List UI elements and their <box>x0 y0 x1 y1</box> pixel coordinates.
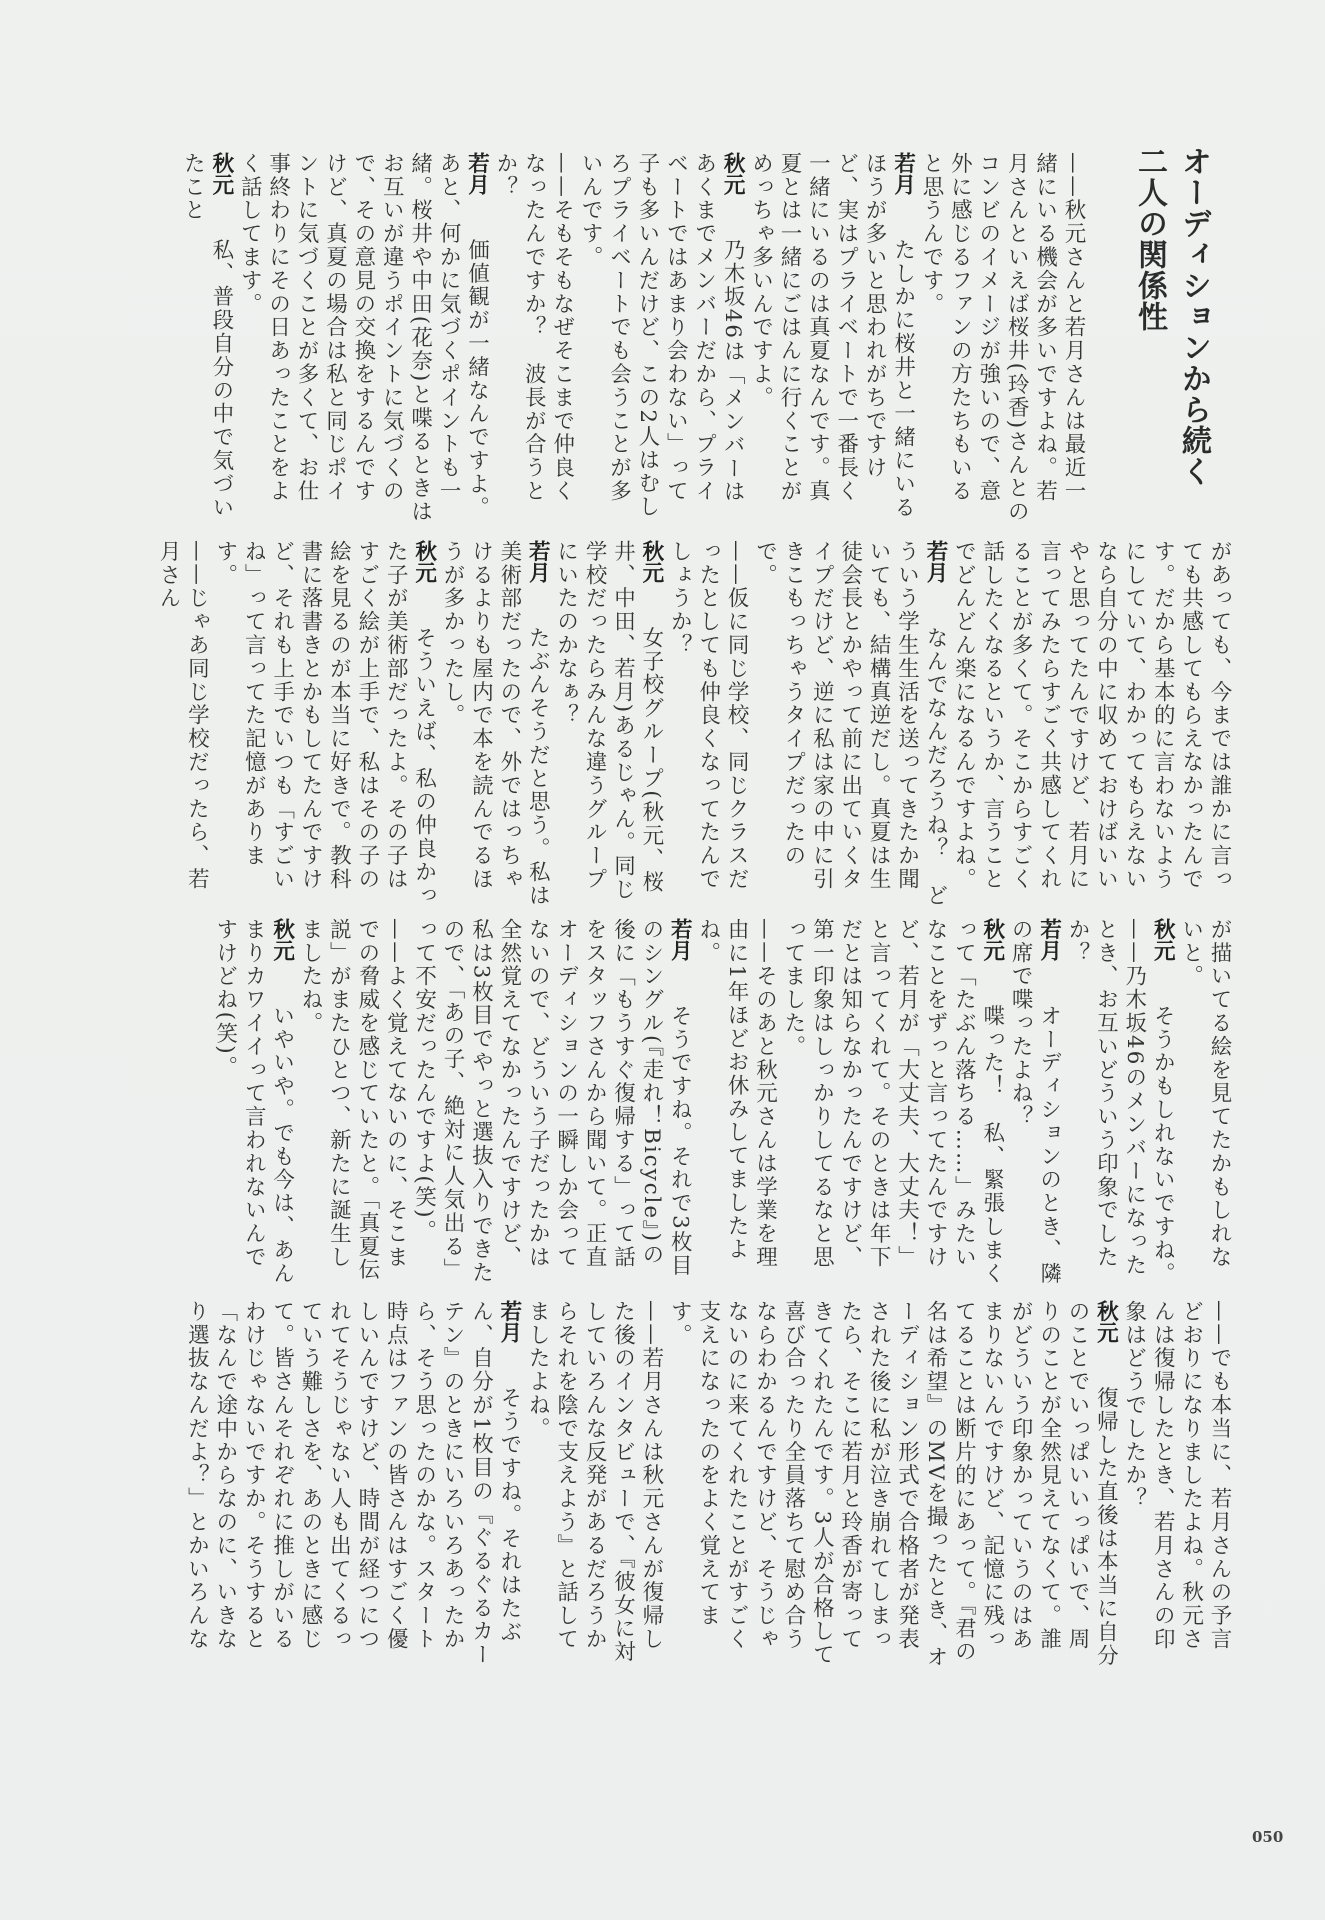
paragraph-text: たぶんそうだと思う。私は美術部だったので、外ではっちゃけるよりも屋内で本を読んでるほうが多かったし。 <box>440 540 551 908</box>
interviewer-paragraph <box>1176 918 1233 1288</box>
speaker-label: 若月 <box>525 540 551 605</box>
paragraph-text: ——でも本当に、若月さんの予言どおりになりましたよね。秋元さんは復帰したとき、若月さんの印象はどうでしたか？ <box>1121 1300 1232 1651</box>
interviewer-paragraph <box>154 540 211 910</box>
interviewer-paragraph <box>665 540 750 910</box>
interviewer-paragraph <box>1119 1300 1233 1672</box>
paragraph-text: が描いてる絵を見てたかもしれないと。 <box>1178 918 1232 1269</box>
speaker-label: 秋元 <box>208 152 234 217</box>
page-number: 050 <box>1252 1828 1284 1846</box>
paragraph-text: そうかもしれないですね。 <box>1150 1004 1176 1286</box>
speaker-paragraph <box>210 540 437 910</box>
paragraph-text: そうですね。それで3枚目のシングル(『走れ！Bicycle』)の後に「もうすぐ復帰する」って話をスタッフさんから聞いて。正直オーディションの一瞬しか会ってないので、どういう子だったかは全然覚えてなかったんですけど、私は3枚目でやっと選抜入りできたので、「あの子、絶対に人気出る」って不安だったんですよ(笑)。 <box>411 918 693 1285</box>
speaker-label: 秋元 <box>1093 1300 1119 1365</box>
text-block-1 <box>167 152 1087 524</box>
interviewer-paragraph <box>917 152 1087 524</box>
speaker-paragraph <box>576 152 746 524</box>
speaker-label: 秋元 <box>1150 918 1176 983</box>
speaker-paragraph <box>665 1300 1120 1672</box>
speaker-label: 若月 <box>922 540 948 605</box>
paragraph-text: 喋った！ 私、緊張しまくって「たぶん落ちる……」みたいなことをずっと言ってたんですけど、若月が「大丈夫、大丈夫！」と言ってくれて。そのときは年下だとは知らなかったんですけど、第一印象はしっかりしてるなと思ってました。 <box>780 918 1005 1286</box>
interviewer-paragraph <box>949 540 1233 910</box>
speaker-paragraph <box>210 918 295 1288</box>
paragraph-text: そういえば、私の仲良かった子が美術部だったよ。その子はすごく絵が上手で、私はその子の絵を見るのが本当に好きで。教科書に落書きとかもしてたんですけど、それも上手でいつも「すごいね」って言ってた記憶があります。 <box>212 540 437 908</box>
paragraph-text: ——よく覚えてないのに、そこまでの脅威を感じていたと。「真夏伝説」がまたひとつ、新たに誕生しましたね。 <box>298 918 409 1282</box>
speaker-paragraph <box>235 152 491 524</box>
text-block-4 <box>163 1300 1233 1672</box>
heading-line-1: オーディションから続く <box>1176 146 1211 487</box>
text-block-2 <box>155 540 1233 910</box>
article-heading <box>1127 146 1215 526</box>
speaker-paragraph <box>1006 918 1063 1288</box>
speaker-paragraph <box>750 540 949 910</box>
speaker-label: 秋元 <box>411 540 437 605</box>
speaker-label: 秋元 <box>720 152 746 217</box>
paragraph-text: ——若月さんは秋元さんが復帰した後のインタビューで、『彼女に対していろんな反発があるだろうからそれを陰で支えよう』と話してましたよね。 <box>525 1300 664 1664</box>
interviewer-paragraph <box>1063 918 1148 1288</box>
speaker-paragraph <box>438 540 552 910</box>
paragraph-text: ——仮に同じ学校、同じクラスだったとしても仲良くなってたんでしょうか？ <box>667 540 750 891</box>
speaker-paragraph <box>779 918 1006 1288</box>
paragraph-text: 復帰した直後は本当に自分のことでいっぱいいっぱいで、周りのことが全然見えてなくて。誰がどういう印象かっていうのはあまりないんですけど、記憶に残ってることは断片的にあって。『君の名は希望』のMVを撮ったとき、オーディション形式で合格者が発表された後に私が泣き崩れてしまったら、そこに若月と玲香が寄ってきてくれたんです。3人が合格して喜び合ったり全員落ちて慰め合うならわかるんですけど、そうじゃないのに来てくれたことがすごく支えになったのをよく覚えてます。 <box>667 1300 1119 1669</box>
speaker-label: 秋元 <box>979 918 1005 983</box>
paragraph-text: 乃木坂46は「メンバーはあくまでメンバーだから、プライベートではあまり会わない」って子も多いんだけど、この2人はむしろプライベートでも会うことが多いんです。 <box>578 152 746 519</box>
speaker-paragraph <box>178 152 235 524</box>
paragraph-text: ——そもそもなぜそこまで仲良くなったんですか？ 波長が合うとか？ <box>492 152 575 503</box>
paragraph-text: があっても、今までは誰かに言っても共感してもらえなかったんです。だから基本的に言わないようにしていて、わかってもらえないなら自分の中に収めておけばいいやと思ってたんですけど、若月に言ってみたらすごく共感してくれることが多くて。そこからすごく話したくなるというか、言うことでどんどん楽になるんですよね。 <box>951 540 1232 891</box>
speaker-label: 秋元 <box>638 540 664 605</box>
text-block-3 <box>163 918 1233 1288</box>
paragraph-text: ——じゃあ同じ学校だったら、若月さん <box>155 540 210 891</box>
speaker-paragraph <box>746 152 916 524</box>
paragraph-text: たしかに桜井と一緒にいるほうが多いと思われがちですけど、実はプライベートで一番長く一緒にいるのは真夏なんです。真夏とは一緒にごはんに行くことがめっちゃ多いんですよ。 <box>748 152 916 520</box>
speaker-label: 若月 <box>464 152 490 217</box>
paragraph-text: そうですね。それはたぶん、自分が1枚目の『ぐるぐるカーテン』のときにいろいろあったから、そう思ったのかな。スタート時点はファンの皆さんはすごく優しいんですけど、時間が経つにつれてそうじゃない人も出てくるっていう難しさを、あのときに感じて。皆さんそれぞれに推しがいるわけじゃないですか。そうすると「なんで途中からなのに、いきなり選抜なんだよ？」とかいろんな <box>184 1300 522 1667</box>
paragraph-text: 女子校グループ(秋元、桜井、中田、若月)あるじゃん。同じ学校だったらみんな違うグループにいたのかなぁ？ <box>553 540 664 902</box>
speaker-paragraph <box>182 1300 523 1672</box>
speaker-paragraph <box>1148 918 1176 1288</box>
paragraph-text: ——乃木坂46のメンバーになったとき、お互いどういう印象でしたか？ <box>1064 918 1147 1277</box>
speaker-label: 秋元 <box>269 918 295 983</box>
paragraph-text: 私、普段自分の中で気づいたこと <box>180 152 234 520</box>
heading-line-2: 二人の関係性 <box>1132 146 1167 332</box>
speaker-paragraph <box>551 540 665 910</box>
paragraph-text: 価値観が一緒なんですよ。あと、何かに気づくポイントも一緒。桜井や中田(花奈)と喋るときはお互いが違うポイントに気づくので、その意見の交換をするんですけど、真夏の場合は私と同じポイントに気づくことが多くて、お仕事終わりにその日あったことをよく話してます。 <box>237 152 490 524</box>
interviewer-paragraph <box>523 1300 665 1672</box>
paragraph-text: なんでなんだろうね？ どういう学生生活を送ってきたか聞いても、結構真逆だし。真夏は生徒会長とかやって前に出ていくタイプだけど、逆に私は家の中に引きこもっちゃうタイプだったので。 <box>752 540 948 908</box>
interviewer-paragraph <box>693 918 778 1288</box>
speaker-label: 若月 <box>496 1300 522 1365</box>
speaker-label: 若月 <box>890 152 916 217</box>
paragraph-text: オーディションのとき、隣の席で喋ったよね？ <box>1008 918 1062 1286</box>
speaker-paragraph <box>409 918 693 1288</box>
interviewer-paragraph <box>490 152 575 524</box>
speaker-label: 若月 <box>667 918 693 983</box>
interviewer-paragraph <box>296 918 410 1288</box>
paragraph-text: いやいや。でも今は、あんまりカワイイって言われないんですけどね(笑)。 <box>212 918 295 1286</box>
paragraph-text: ——そのあと秋元さんは学業を理由に1年ほどお休みしてましたよね。 <box>695 918 778 1269</box>
speaker-label: 若月 <box>1036 918 1062 983</box>
paragraph-text: ——秋元さんと若月さんは最近一緒にいる機会が多いですよね。若月さんといえば桜井(玲香)さんとのコンビのイメージが強いので、意外に感じるファンの方たちもいると思うんです。 <box>918 152 1086 524</box>
